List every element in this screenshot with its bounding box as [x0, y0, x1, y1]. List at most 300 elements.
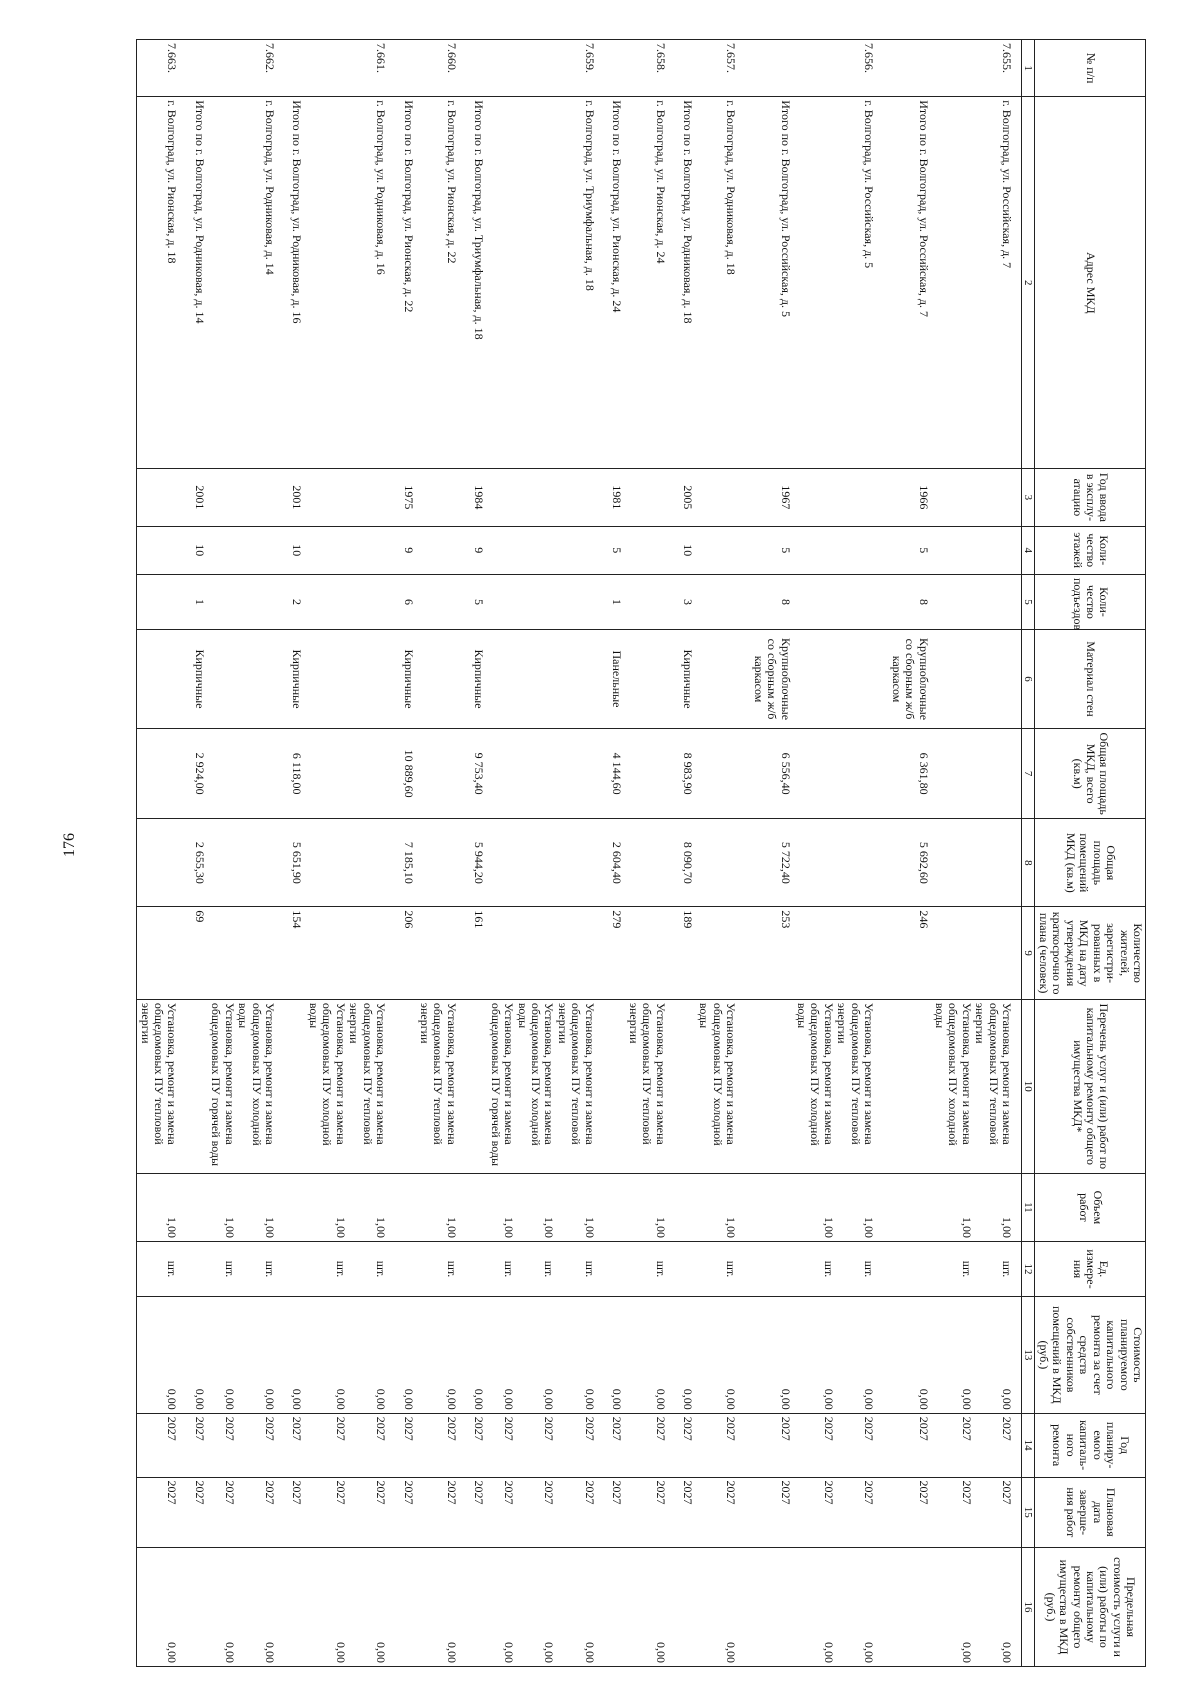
floors: 10: [192, 544, 207, 557]
table-cell: [675, 819, 696, 907]
table-cell: [208, 1173, 284, 1241]
address-text: г. Волгоград, ул. Рионская, д. 18: [165, 100, 180, 264]
work-year: 2027: [501, 1416, 516, 1441]
table-cell: [745, 1297, 793, 1414]
table-cell: [604, 1297, 625, 1414]
work-unit: шт.: [862, 1260, 877, 1278]
table-cell: [487, 97, 604, 469]
work-volume: 1,00: [165, 1217, 180, 1238]
work-cost: 0,00: [501, 1388, 516, 1410]
table-cell: [284, 629, 305, 728]
row-number: 7.661.: [374, 43, 389, 73]
residents: 246: [916, 910, 931, 929]
work-max-cost: 0,00: [374, 1642, 389, 1663]
work-item: Установка, ремонт и замена общедомовых ПУ тепловой энергии: [138, 1002, 180, 1145]
header-cell: Плановая дата заверше-ния работ: [1035, 1477, 1146, 1547]
table-cell: [466, 629, 487, 728]
table-cell: [604, 40, 625, 97]
table-cell: [395, 1547, 416, 1666]
work-cost: 0,00: [542, 1388, 557, 1410]
floors: 9: [472, 547, 487, 554]
table-cell: [306, 729, 396, 819]
column-number: 7: [1022, 729, 1035, 819]
work-year: 2027: [862, 1416, 877, 1441]
table-cell: [417, 907, 466, 999]
table-cell: [625, 40, 674, 97]
table-cell: [625, 1297, 674, 1414]
table-cell: [208, 1547, 284, 1666]
work-cost: 0,00: [724, 1388, 739, 1410]
table-cell: [625, 97, 674, 469]
address-row: [487, 40, 604, 1667]
work-unit: шт.: [263, 1260, 278, 1278]
total-area: 6 556,40: [778, 752, 793, 795]
table-cell: [466, 1547, 487, 1666]
table-cell: [186, 40, 207, 97]
table-cell: [675, 729, 696, 819]
table-cell: [137, 1413, 187, 1477]
table-cell: [794, 819, 884, 907]
table-cell: [487, 1242, 604, 1297]
table-cell: [417, 1173, 466, 1241]
address-text: г. Волгоград, ул. Родниковая, д. 14: [263, 100, 278, 275]
address-text: г. Волгоград, ул. Рионская, д. 24: [653, 100, 668, 264]
work-volume: 1,00: [263, 1217, 278, 1238]
total-area: 2 924,00: [192, 752, 207, 795]
residents: 279: [610, 910, 625, 929]
premises-area: 2 655,30: [192, 841, 207, 884]
work-max-cost: 0,00: [501, 1642, 516, 1663]
work-end-date: 2027: [333, 1480, 348, 1505]
address-text: г. Волгоград, ул. Российская, д. 5: [862, 100, 877, 269]
total-address: Итого по г. Волгоград, ул. Родниковая, д. 16: [290, 100, 305, 324]
table-cell: [395, 1413, 416, 1477]
total-end-date: 2027: [681, 1480, 695, 1505]
table-cell: [604, 574, 625, 629]
table-cell: [306, 1547, 396, 1666]
total-end-date: 2027: [192, 1480, 207, 1505]
total-cost: 0,00: [401, 1388, 416, 1410]
work-year: 2027: [724, 1416, 739, 1441]
total-end-date: 2027: [472, 1480, 487, 1505]
table-cell: [186, 1413, 207, 1477]
total-address: Итого по г. Волгоград, ул. Родниковая, д. 14: [192, 100, 207, 324]
table-cell: [604, 469, 625, 526]
table-cell: [794, 574, 884, 629]
table-cell: [208, 97, 284, 469]
table-cell: [395, 526, 416, 574]
header-cell: Объем работ: [1035, 1173, 1146, 1241]
table-cell: [137, 1477, 187, 1547]
table-cell: [284, 1297, 305, 1414]
table-cell: [696, 729, 745, 819]
table-cell: [696, 526, 745, 574]
table-cell: [794, 629, 884, 728]
table-cell: [487, 999, 604, 1173]
table-cell: [932, 1297, 1022, 1414]
table-cell: [883, 1547, 931, 1666]
table-cell: [883, 1477, 931, 1547]
table-cell: [487, 574, 604, 629]
work-cost: 0,00: [444, 1388, 459, 1410]
table-cell: [794, 729, 884, 819]
work-volume: 1,00: [862, 1217, 877, 1238]
work-end-date: 2027: [444, 1480, 459, 1505]
work-volume: 1,00: [222, 1217, 237, 1238]
table-cell: [794, 1297, 884, 1414]
table-cell: [745, 907, 793, 999]
capital-repair-table: [136, 39, 1146, 1667]
table-cell: [625, 1242, 674, 1297]
table-cell: [794, 1477, 884, 1547]
table-cell: [137, 819, 187, 907]
table-cell: [186, 819, 207, 907]
total-cost: 0,00: [472, 1388, 487, 1410]
table-cell: [284, 574, 305, 629]
work-end-date: 2027: [724, 1480, 739, 1505]
table-cell: [675, 1297, 696, 1414]
table-cell: [306, 97, 396, 469]
work-unit: шт.: [1000, 1260, 1015, 1278]
table-cell: [696, 1413, 745, 1477]
address-text: г. Волгоград, ул. Родниковая, д. 18: [724, 100, 739, 275]
total-year: 2027: [681, 1416, 695, 1441]
entrances: 2: [290, 598, 305, 605]
table-cell: [186, 1477, 207, 1547]
table-cell: [284, 1173, 305, 1241]
total-address: Итого по г. Волгоград, ул. Российская, д. 5: [778, 100, 793, 317]
table-cell: [625, 999, 674, 1173]
table-cell: [208, 574, 284, 629]
table-cell: [186, 629, 207, 728]
table-cell: [137, 469, 187, 526]
work-volume: 1,00: [542, 1217, 557, 1238]
table-cell: [625, 469, 674, 526]
work-year: 2027: [444, 1416, 459, 1441]
work-item: Установка, ремонт и замена общедомовых ПУ тепловой энергии: [418, 1002, 459, 1145]
table-cell: [487, 1477, 604, 1547]
table-cell: [208, 40, 284, 97]
column-number: 5: [1022, 574, 1035, 629]
table-cell: [932, 574, 1022, 629]
table-cell: [417, 999, 466, 1173]
entrances: 8: [916, 598, 931, 605]
work-end-date: 2027: [862, 1480, 877, 1505]
work-unit: шт.: [222, 1260, 237, 1278]
column-number: 15: [1022, 1477, 1035, 1547]
entrances: 8: [778, 598, 793, 605]
column-number: 1: [1022, 40, 1035, 97]
table-cell: [186, 1242, 207, 1297]
column-number: 4: [1022, 526, 1035, 574]
row-number: 7.659.: [582, 43, 597, 73]
total-area: 9 753,40: [472, 752, 487, 795]
total-year: 2027: [290, 1416, 305, 1441]
table-cell: [604, 1477, 625, 1547]
work-cost: 0,00: [222, 1388, 237, 1410]
wall-material: Крупноблочные со сборным ж/б каркасом: [751, 638, 793, 721]
table-cell: [186, 729, 207, 819]
work-max-cost: 0,00: [1000, 1642, 1015, 1663]
table-cell: [625, 907, 674, 999]
table-cell: [696, 1297, 745, 1414]
work-end-date: 2027: [821, 1480, 836, 1505]
work-volume: 1,00: [1000, 1217, 1015, 1238]
total-row: [675, 40, 696, 1667]
total-address: Итого по г. Волгоград, ул. Рионская, д. 22: [401, 100, 416, 313]
residents: 189: [681, 910, 695, 929]
table-cell: [675, 526, 696, 574]
wall-material: Кирпичные: [401, 649, 416, 709]
wall-material: Кирпичные: [192, 649, 207, 709]
table-cell: [306, 1173, 396, 1241]
table-cell: [417, 819, 466, 907]
work-cost: 0,00: [862, 1388, 877, 1410]
table-cell: [137, 97, 187, 469]
table-cell: [306, 526, 396, 574]
table-cell: [466, 526, 487, 574]
premises-area: 7 185,10: [401, 841, 416, 884]
work-unit: шт.: [444, 1260, 459, 1278]
table-cell: [604, 1413, 625, 1477]
table-cell: [417, 729, 466, 819]
work-unit: шт.: [333, 1260, 348, 1278]
table-cell: [794, 469, 884, 526]
table-cell: [487, 907, 604, 999]
table-cell: [883, 40, 931, 97]
table-cell: [696, 907, 745, 999]
work-unit: шт.: [653, 1260, 668, 1278]
table-cell: [487, 1297, 604, 1414]
table-cell: [745, 469, 793, 526]
row-number: 7.657.: [724, 43, 739, 73]
work-max-cost: 0,00: [653, 1642, 668, 1663]
table-cell: [306, 1413, 396, 1477]
address-row: [306, 40, 396, 1667]
table-cell: [625, 1173, 674, 1241]
total-address: Итого по г. Волгоград, ул. Родниковая, д. 18: [681, 100, 695, 324]
address-row: [696, 40, 745, 1667]
table-body: [137, 40, 1022, 1667]
table-cell: [675, 1242, 696, 1297]
total-end-date: 2027: [610, 1480, 625, 1505]
table-cell: [625, 1547, 674, 1666]
table-cell: [417, 97, 466, 469]
table-cell: [932, 1547, 1022, 1666]
work-volume: 1,00: [374, 1217, 389, 1238]
header-cell: Коли-чество этажей: [1035, 526, 1146, 574]
residents: 69: [192, 910, 207, 923]
work-year: 2027: [374, 1416, 389, 1441]
table-cell: [306, 1297, 396, 1414]
table-cell: [395, 97, 416, 469]
work-max-cost: 0,00: [821, 1642, 836, 1663]
work-volume: 1,00: [501, 1217, 516, 1238]
address-text: г. Волгоград, ул. Родниковая, д. 16: [374, 100, 389, 275]
table-cell: [883, 469, 931, 526]
address-text: г. Волгоград, ул. Российская, д. 7: [1000, 100, 1015, 269]
table-cell: [487, 469, 604, 526]
table-cell: [284, 999, 305, 1173]
table-cell: [466, 729, 487, 819]
row-number: 7.655.: [1000, 43, 1015, 73]
table-cell: [675, 97, 696, 469]
work-year: 2027: [959, 1416, 974, 1441]
table-cell: [675, 40, 696, 97]
table-cell: [487, 1547, 604, 1666]
table-cell: [696, 40, 745, 97]
table-cell: [604, 1547, 625, 1666]
table-cell: [745, 1242, 793, 1297]
table-cell: [604, 1173, 625, 1241]
table-cell: [395, 1477, 416, 1547]
build-year: 1981: [610, 485, 625, 510]
build-year: 1975: [401, 485, 416, 510]
work-item: Установка, ремонт и замена общедомовых ПУ холодной воды: [933, 1002, 974, 1146]
table-cell: [487, 1173, 604, 1241]
row-number: 7.662.: [263, 43, 278, 73]
table-cell: [745, 819, 793, 907]
table-cell: [466, 1173, 487, 1241]
work-item: Установка, ремонт и замена общедомовых ПУ тепловой энергии: [973, 1002, 1015, 1145]
table-cell: [284, 819, 305, 907]
work-cost: 0,00: [165, 1388, 180, 1410]
build-year: 1967: [778, 485, 793, 510]
header-cell: Ед. измере-ния: [1035, 1242, 1146, 1297]
table-cell: [696, 1173, 745, 1241]
table-cell: [625, 574, 674, 629]
work-end-date: 2027: [374, 1480, 389, 1505]
work-max-cost: 0,00: [862, 1642, 877, 1663]
column-number: 6: [1022, 629, 1035, 728]
table-cell: [137, 1242, 187, 1297]
table-cell: [604, 729, 625, 819]
table-cell: [932, 469, 1022, 526]
table-cell: [604, 97, 625, 469]
table-cell: [186, 526, 207, 574]
header-cell: Стоимость планируемого капитального ремонта за счет средств собственников помещений в МКД (руб.): [1035, 1297, 1146, 1414]
work-end-date: 2027: [653, 1480, 668, 1505]
work-item: Установка, ремонт и замена общедомовых ПУ тепловой энергии: [835, 1002, 877, 1145]
table-cell: [284, 907, 305, 999]
total-cost: 0,00: [192, 1388, 207, 1410]
table-header: [1035, 40, 1146, 1667]
table-cell: [395, 1297, 416, 1414]
work-max-cost: 0,00: [959, 1642, 974, 1663]
table-cell: [306, 1477, 396, 1547]
work-volume: 1,00: [724, 1217, 739, 1238]
total-cost: 0,00: [681, 1388, 695, 1410]
table-cell: [625, 629, 674, 728]
table-cell: [794, 97, 884, 469]
work-unit: шт.: [582, 1260, 597, 1278]
work-volume: 1,00: [333, 1217, 348, 1238]
table-cell: [675, 574, 696, 629]
work-end-date: 2027: [222, 1480, 237, 1505]
table-cell: [137, 1297, 187, 1414]
table-cell: [466, 97, 487, 469]
address-row: [208, 40, 284, 1667]
table-cell: [675, 1477, 696, 1547]
table-cell: [395, 1173, 416, 1241]
table-cell: [932, 1242, 1022, 1297]
header-cell: Год планиру-емого капиталь-ного ремонта: [1035, 1413, 1146, 1477]
address-row: [625, 40, 674, 1667]
table-cell: [487, 1413, 604, 1477]
residents: 206: [401, 910, 416, 929]
total-end-date: 2027: [401, 1480, 416, 1505]
table-cell: [745, 1547, 793, 1666]
table-cell: [395, 907, 416, 999]
table-cell: [137, 629, 187, 728]
table-cell: [186, 574, 207, 629]
table-cell: [883, 574, 931, 629]
work-unit: шт.: [165, 1260, 180, 1278]
work-max-cost: 0,00: [165, 1642, 180, 1663]
floors: 5: [610, 547, 625, 554]
table-cell: [794, 40, 884, 97]
table-cell: [186, 469, 207, 526]
wall-material: Кирпичные: [290, 649, 305, 709]
table-cell: [604, 629, 625, 728]
table-cell: [675, 907, 696, 999]
column-number: 14: [1022, 1413, 1035, 1477]
table-cell: [932, 40, 1022, 97]
work-item: Установка, ремонт и замена общедомовых ПУ холодной воды: [697, 1002, 739, 1146]
column-number: 2: [1022, 97, 1035, 469]
table-cell: [604, 999, 625, 1173]
table-cell: [137, 999, 187, 1173]
total-area: 6 118,00: [290, 752, 305, 795]
work-cost: 0,00: [653, 1388, 668, 1410]
premises-area: 8 090,70: [681, 841, 695, 884]
table-cell: [306, 819, 396, 907]
work-year: 2027: [821, 1416, 836, 1441]
table-cell: [208, 629, 284, 728]
table-cell: [466, 1242, 487, 1297]
work-volume: 1,00: [821, 1217, 836, 1238]
total-year: 2027: [192, 1416, 207, 1441]
table-cell: [306, 907, 396, 999]
row-number: 7.663.: [165, 43, 180, 73]
column-number: 16: [1022, 1547, 1035, 1666]
header-cell: № п/п: [1035, 40, 1146, 97]
work-max-cost: 0,00: [582, 1642, 597, 1663]
premises-area: 5 944,20: [472, 841, 487, 884]
header-cell: Общая площадь МКД, всего (кв.м): [1035, 729, 1146, 819]
table-cell: [208, 819, 284, 907]
table-cell: [696, 1477, 745, 1547]
work-max-cost: 0,00: [444, 1642, 459, 1663]
total-end-date: 2027: [778, 1480, 793, 1505]
premises-area: 5 651,90: [290, 841, 305, 884]
table-cell: [186, 1297, 207, 1414]
total-row: [604, 40, 625, 1667]
address-row: [794, 40, 884, 1667]
work-max-cost: 0,00: [724, 1642, 739, 1663]
work-volume: 1,00: [959, 1217, 974, 1238]
table-cell: [604, 526, 625, 574]
table-cell: [932, 999, 1022, 1173]
floors: 10: [681, 544, 695, 557]
work-item: Установка, ремонт и замена общедомовых ПУ холодной воды: [515, 1002, 557, 1146]
table-cell: [745, 729, 793, 819]
table-cell: [208, 1413, 284, 1477]
work-year: 2027: [222, 1416, 237, 1441]
table-cell: [696, 1547, 745, 1666]
table-cell: [675, 629, 696, 728]
table-cell: [306, 629, 396, 728]
